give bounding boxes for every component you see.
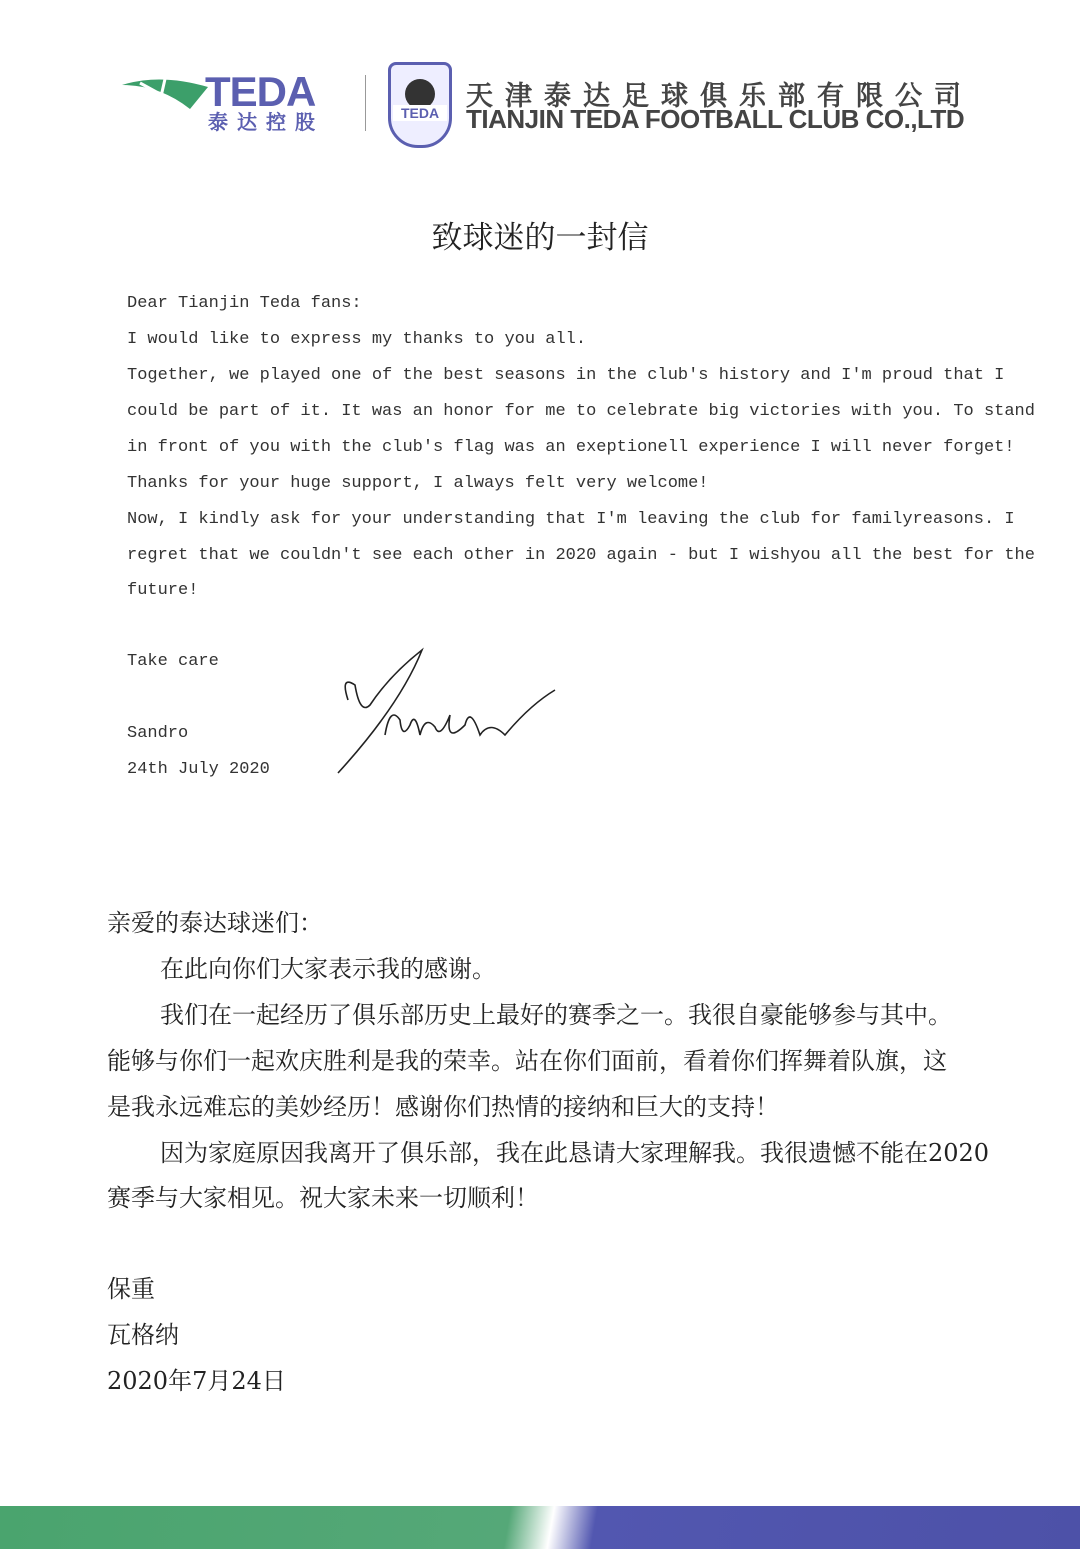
divider [365, 75, 366, 131]
text-line: in front of you with the club's flag was an exeptionell experience I will never forget! [127, 438, 1015, 457]
text-line: 是我永远难忘的美妙经历！感谢你们热情的接纳和巨大的支持！ [107, 1093, 779, 1121]
letter-title: 致球迷的一封信 [431, 220, 649, 256]
signer-name: Sandro [127, 724, 189, 743]
letter-date: 24th July 2020 [127, 760, 270, 779]
teda-brand: TEDA [205, 68, 316, 115]
teda-wing-logo-icon [120, 75, 210, 115]
text-line: 在此向你们大家表示我的感谢。 [160, 955, 496, 983]
closing: Take care [127, 652, 219, 671]
text-line: could be part of it. It was an honor for me to celebrate big victories with you. To stand [127, 402, 1035, 421]
letter-date-cn: 2020年7月24日 [107, 1367, 286, 1395]
text-line: 我们在一起经历了俱乐部历史上最好的赛季之一。我很自豪能够参与其中。 [160, 1001, 952, 1029]
text-line: Now, I kindly ask for your understanding that I'm leaving the club for familyreasons. I [127, 510, 1015, 529]
handwritten-signature [330, 645, 560, 780]
text-line: Together, we played one of the best seasons in the club's history and I'm proud that I [127, 366, 1005, 385]
company-name-cn: 天津泰达足球俱乐部有限公司 [466, 81, 973, 112]
footer-color-band [0, 1506, 1080, 1549]
text-line: 因为家庭原因我离开了俱乐部，我在此恳请大家理解我。我很遗憾不能在2020 [160, 1139, 990, 1167]
text-line: regret that we couldn't see each other in 2020 again - but I wishyou all the best for the [127, 546, 1035, 565]
text-line: 能够与你们一起欢庆胜利是我的荣幸。站在你们面前，看着你们挥舞着队旗，这 [107, 1047, 947, 1075]
company-name-en: TIANJIN TEDA FOOTBALL CLUB CO.,LTD [466, 104, 965, 134]
closing-cn: 保重 [107, 1275, 155, 1303]
text-line: 亲爱的泰达球迷们： [107, 909, 323, 937]
text-line: future! [127, 581, 199, 600]
text-line: Dear Tianjin Teda fans: [127, 294, 362, 313]
signer-name-cn: 瓦格纳 [107, 1321, 179, 1349]
text-line: I would like to express my thanks to you all. [127, 330, 587, 349]
teda-brand-cn: 泰达控股 [208, 112, 324, 134]
text-line: 赛季与大家相见。祝大家未来一切顺利！ [107, 1184, 539, 1212]
club-badge-icon: TEDA [388, 62, 452, 148]
text-line: Thanks for your huge support, I always felt very welcome! [127, 474, 709, 493]
